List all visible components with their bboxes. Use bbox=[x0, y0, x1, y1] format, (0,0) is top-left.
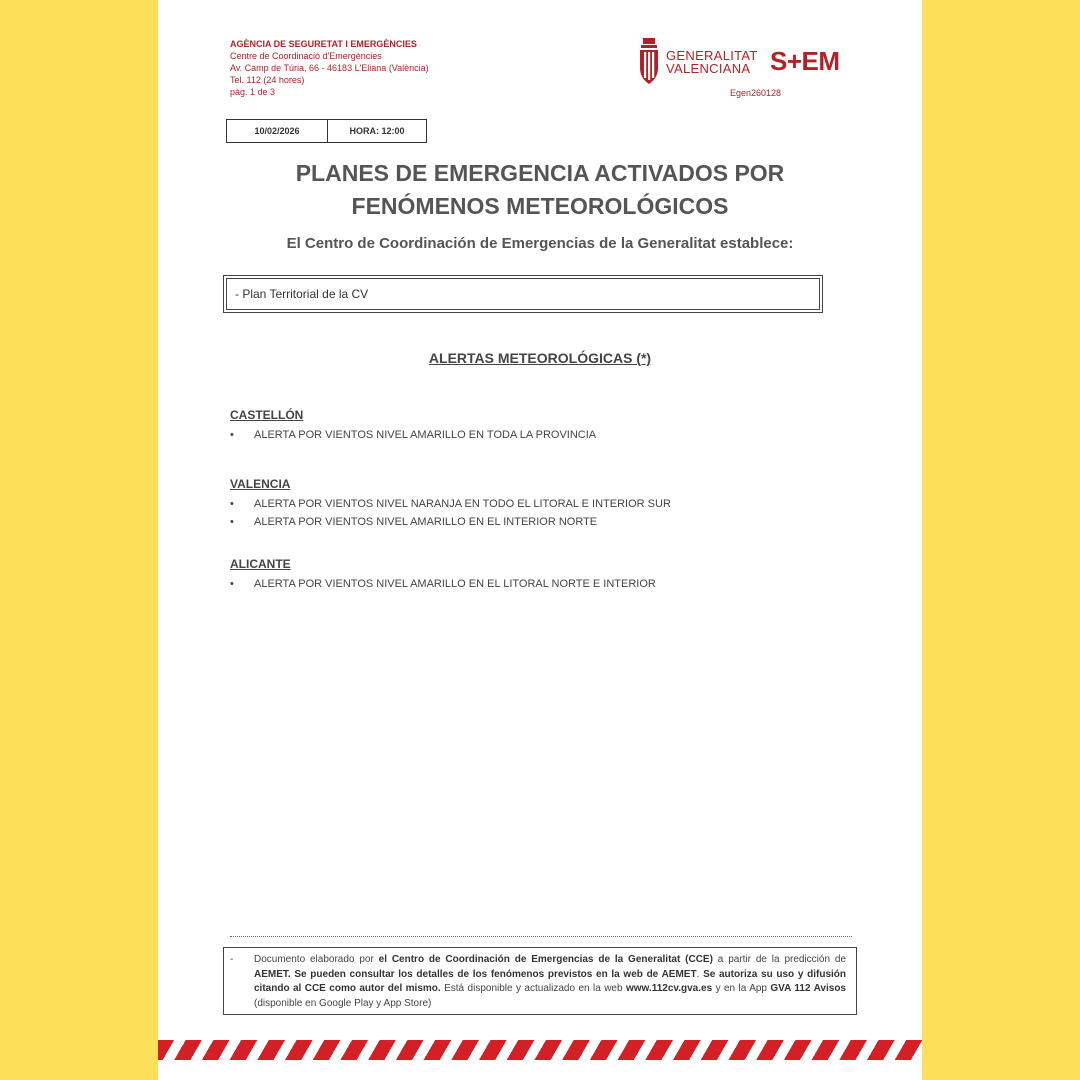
subtitle: El Centro de Coordinación de Emergencias de la Generalitat establece: bbox=[286, 235, 794, 252]
footer-bold: Se autoriza su uso y difusión citando al CCE como autor del mismo. bbox=[254, 968, 847, 994]
page-number: pàg. 1 de 3 bbox=[230, 87, 276, 97]
region-name: VALENCIA bbox=[230, 477, 291, 491]
alert-item: • ALERTA POR VIENTOS NIVEL NARANJA EN TODO EL LITORAL E INTERIOR SUR bbox=[230, 495, 830, 513]
agency-line: Tel. 112 (24 hores) bbox=[230, 75, 305, 85]
plan-box bbox=[223, 275, 823, 313]
generalitat-logo bbox=[638, 38, 758, 86]
logo-text-generalitat: GENERALITAT bbox=[666, 48, 758, 63]
footer-text bbox=[254, 953, 846, 1011]
coat-of-arms-icon bbox=[638, 38, 660, 86]
sem-logo: S+EM bbox=[770, 46, 840, 76]
time-cell: HORA: 12:00 bbox=[349, 126, 405, 136]
footer-dash: - bbox=[230, 954, 234, 965]
footer-website: www.112cv.gva.es bbox=[625, 983, 713, 994]
footer-fragment: a partir de la predicción de bbox=[712, 954, 847, 965]
region-valencia bbox=[230, 477, 830, 531]
footer-bold: el Centro de Coordinación de Emergencias de la Generalitat (CCE) bbox=[378, 954, 713, 965]
agency-line: Av. Camp de Túria, 66 - 46183 L'Eliana (València) bbox=[230, 63, 429, 73]
alert-item: • ALERTA POR VIENTOS NIVEL AMARILLO EN EL LITORAL NORTE E INTERIOR bbox=[230, 575, 830, 593]
footer-fragment: . bbox=[696, 968, 704, 980]
date-cell: 10/02/2026 bbox=[227, 120, 328, 142]
logo-text-valenciana: VALENCIANA bbox=[666, 61, 751, 76]
date-time-box bbox=[226, 119, 427, 143]
agency-block bbox=[230, 38, 429, 98]
document-reference: Egen260128 bbox=[730, 88, 782, 98]
agency-name: AGÈNCIA DE SEGURETAT I EMERGÈNCIES bbox=[230, 39, 417, 49]
alerts-heading: ALERTAS METEOROLÓGICAS (*) bbox=[428, 350, 652, 366]
plan-text: - Plan Territorial de la CV bbox=[226, 278, 820, 310]
footer-fragment: Está disponible y actualizado en la web bbox=[440, 983, 626, 994]
title-line: PLANES DE EMERGENCIA ACTIVADOS POR bbox=[295, 160, 785, 186]
footer-app-name: GVA 112 Avisos bbox=[770, 983, 846, 994]
footer-fragment: (disponible en Google Play y App Store) bbox=[254, 997, 432, 1009]
footer-note bbox=[223, 947, 857, 1015]
alert-item: • ALERTA POR VIENTOS NIVEL AMARILLO EN EL INTERIOR NORTE bbox=[230, 513, 830, 531]
page-title bbox=[222, 157, 858, 223]
dotted-divider bbox=[230, 936, 852, 937]
alert-item: • ALERTA POR VIENTOS NIVEL AMARILLO EN TODA LA PROVINCIA bbox=[230, 426, 830, 444]
footer-fragment: Documento elaborado por bbox=[254, 954, 379, 965]
title-line: FENÓMENOS METEOROLÓGICOS bbox=[351, 193, 729, 219]
region-alicante bbox=[230, 557, 830, 593]
footer-fragment: y en la App bbox=[712, 983, 771, 994]
agency-line: Centre de Coordinació d'Emergències bbox=[230, 51, 382, 61]
hazard-stripes bbox=[158, 1040, 922, 1060]
region-castellon bbox=[230, 408, 830, 444]
region-name: ALICANTE bbox=[230, 557, 291, 571]
footer-bold: AEMET. Se pueden consultar los detalles de los fenómenos previstos en la web de AEMET bbox=[254, 968, 697, 980]
region-name: CASTELLÓN bbox=[230, 408, 304, 422]
document-page bbox=[158, 0, 922, 1080]
